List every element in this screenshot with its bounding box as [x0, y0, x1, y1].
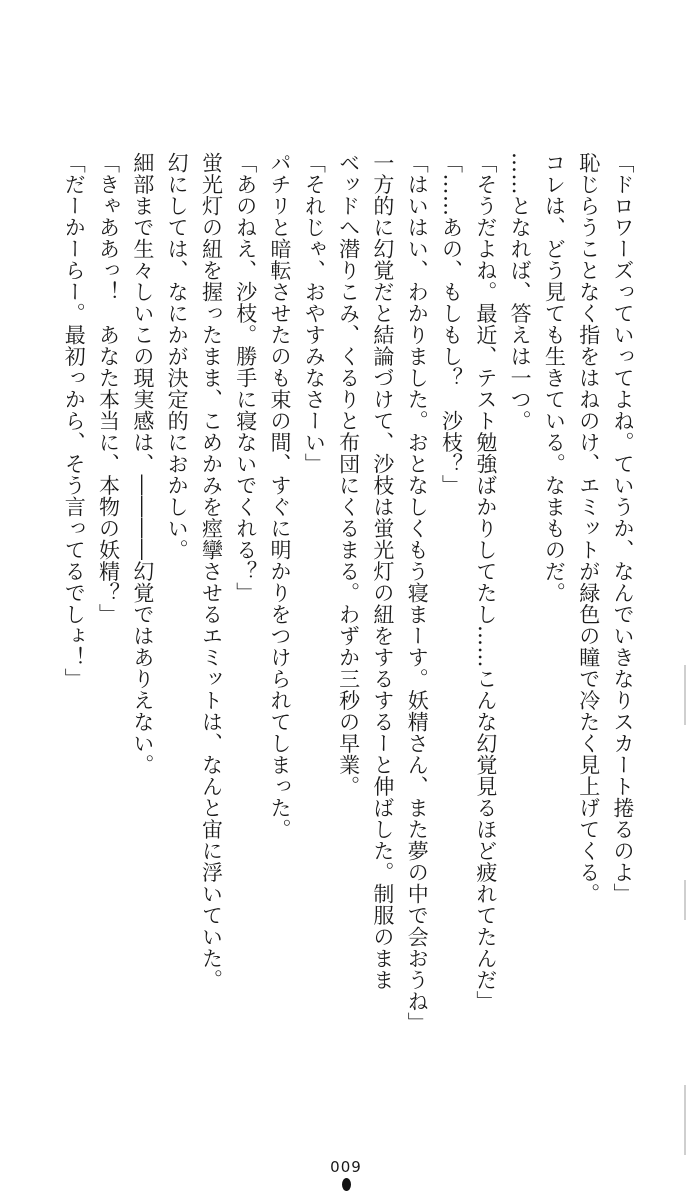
page-marker-dot [342, 1178, 351, 1191]
text-line: 「はいはい、わかりました。おとなしくもう寝まーす。妖精さん、また夢の中で会おうね」 [405, 152, 430, 1034]
text-line: 「だーかーらー。最初っから、そう言ってるでしょ！」 [62, 152, 87, 690]
text-line: 「そうだよね。最近、テスト勉強ばかりしてたし……こんな幻覚見るほど疲れてたんだ」 [473, 152, 498, 1012]
page-edge-mark [684, 665, 686, 725]
text-line: 一方的に幻覚だと結論づけて、沙枝は蛍光灯の紐をするするーと伸ばした。制服のまま [370, 152, 395, 991]
text-line: 「それじゃ、おやすみなさーい」 [302, 152, 327, 475]
text-line: 「ドロワーズっていってよね。ていうか、なんでいきなりスカート捲るのよ」 [611, 152, 635, 905]
text-line: 「きゃああっ！ あなた本当に、本物の妖精？」 [96, 152, 121, 625]
text-line: コレは、どう見ても生きている。なまものだ。 [542, 152, 567, 604]
page-number: 009 [330, 1158, 362, 1176]
text-line: 蛍光灯の紐を握ったまま、こめかみを痙攣させるエミットは、なんと宙に浮いていた。 [199, 152, 224, 991]
text-line: 「……あの、もしもし？ 沙枝？」 [439, 152, 464, 496]
text-line: ……となれば、答えは一つ。 [508, 152, 533, 432]
text-line: パチリと暗転させたのも束の間、すぐに明かりをつけられてしまった。 [268, 152, 293, 840]
text-line: 恥じらうことなく指をはねのけ、エミットが緑色の瞳で冷たく見上げてくる。 [576, 152, 601, 905]
text-line: 細部まで生々しいこの現実感は、――――幻覚ではありえない。 [130, 152, 155, 776]
text-line: 幻にしては、なにかが決定的におかしい。 [165, 152, 190, 561]
text-line: ベッドへ潜りこみ、くるりと布団にくるまる。わずか三秒の早業。 [336, 152, 361, 797]
text-line: 「あのねえ、沙枝。勝手に寝ないでくれる？」 [233, 152, 258, 604]
page-edge-mark [684, 880, 686, 920]
vertical-text-body [57, 152, 640, 1112]
page-edge-mark [684, 1085, 686, 1155]
